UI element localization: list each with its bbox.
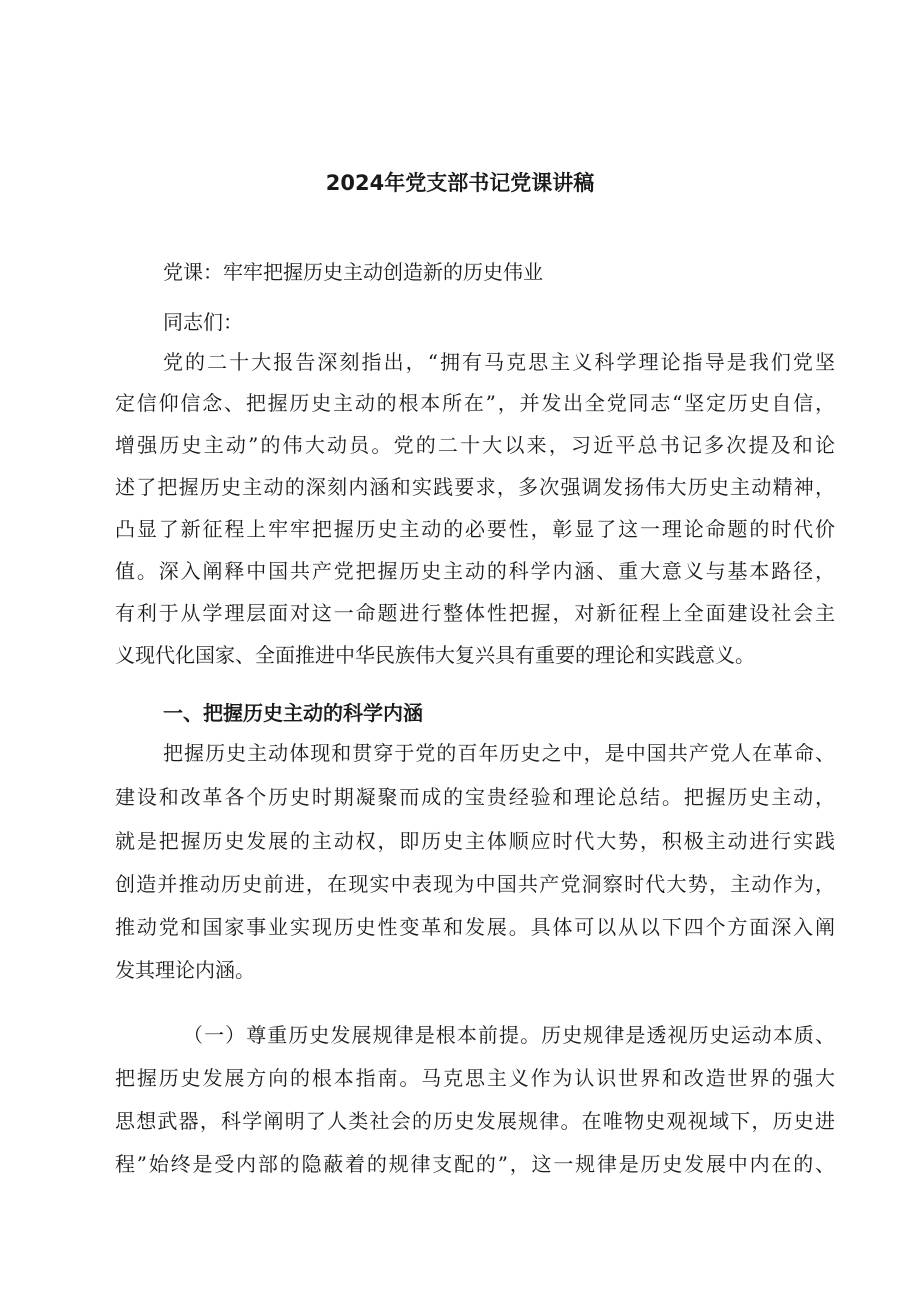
section1-line: 发其理论内涵。: [115, 958, 255, 982]
salutation: 同志们：: [163, 310, 243, 334]
intro-line: 述了把握历史主动的深刻内涵和实践要求，多次强调发扬伟大历史主动精神，: [115, 475, 835, 499]
subsection1-line: 把握历史发展方向的根本指南。马克思主义作为认识世界和改造世界的强大: [115, 1066, 835, 1090]
subsection1-line: （一）尊重历史发展规律是根本前提。历史规律是透视历史运动本质、: [183, 1023, 835, 1047]
section1-line: 建设和改革各个历史时期凝聚而成的宝贵经验和理论总结。把握历史主动，: [115, 785, 835, 809]
section1-line: 创造并推动历史前进，在现实中表现为中国共产党洞察时代大势，主动作为，: [115, 872, 835, 896]
intro-line: 值。深入阐释中国共产党把握历史主动的科学内涵、重大意义与基本路径，: [115, 559, 835, 583]
subsection1-line: 程”始终是受内部的隐蔽着的规律支配的”，这一规律是历史发展中内在的、: [115, 1152, 835, 1176]
intro-line: 定信仰信念、把握历史主动的根本所在”，并发出全党同志“坚定历史自信，: [115, 391, 835, 415]
section1-line: 把握历史主动体现和贯穿于党的百年历史之中，是中国共产党人在革命、: [163, 741, 835, 765]
document-title: 2024年党支部书记党课讲稿: [325, 171, 595, 195]
intro-line: 党的二十大报告深刻指出，“拥有马克思主义科学理论指导是我们党坚: [163, 350, 835, 374]
section1-line: 推动党和国家事业实现历史性变革和发展。具体可以从以下四个方面深入阐: [115, 915, 835, 939]
section1-line: 就是把握历史发展的主动权，即历史主体顺应时代大势，积极主动进行实践: [115, 829, 835, 853]
intro-line: 增强历史主动”的伟大动员。党的二十大以来，习近平总书记多次提及和论: [115, 433, 835, 457]
lecture-subject: 党课：牢牢把握历史主动创造新的历史伟业: [163, 260, 543, 284]
intro-line: 义现代化国家、全面推进中华民族伟大复兴具有重要的理论和实践意义。: [115, 643, 755, 667]
subsection1-line: 思想武器，科学阐明了人类社会的历史发展规律。在唯物史观视域下，历史进: [115, 1109, 835, 1133]
section-heading: 一、把握历史主动的科学内涵: [163, 701, 423, 725]
intro-line: 凸显了新征程上牢牢把握历史主动的必要性，彰显了这一理论命题的时代价: [115, 517, 835, 541]
intro-line: 有利于从学理层面对这一命题进行整体性把握，对新征程上全面建设社会主: [115, 601, 835, 625]
